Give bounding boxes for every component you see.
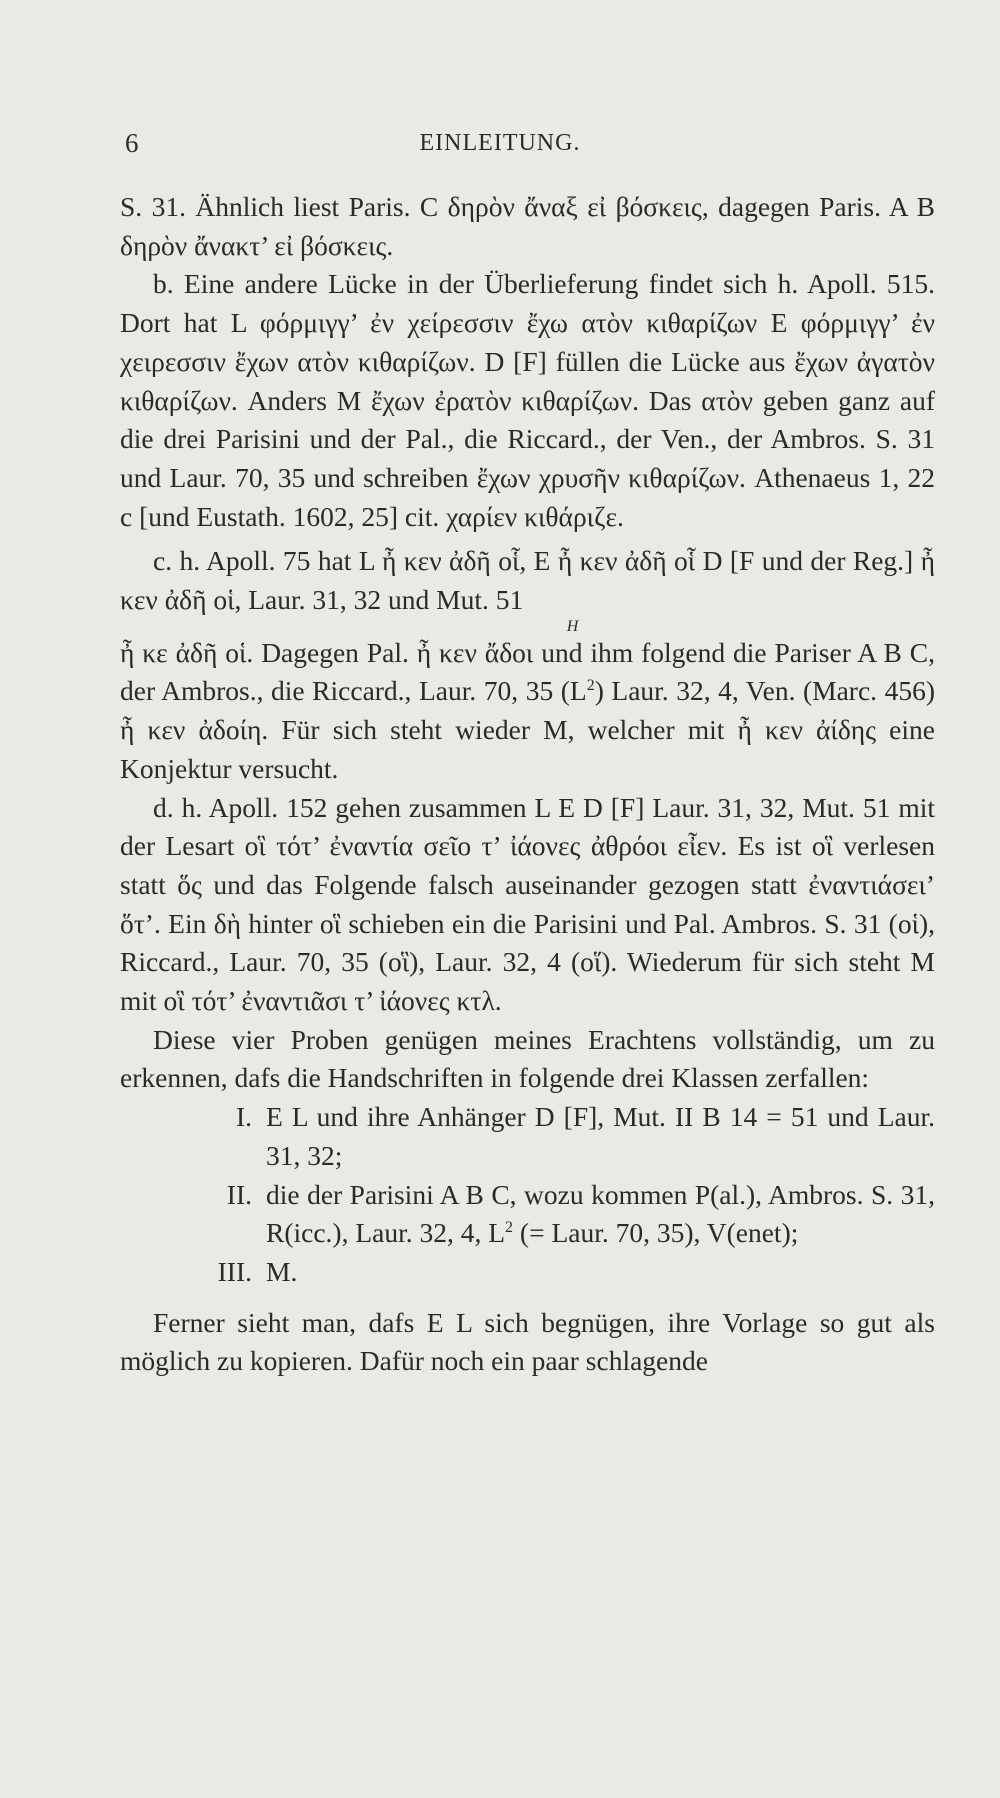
class-item-1: [120, 1098, 935, 1175]
class-text: E L und ihre Anhänger D [F], Mut. II B 14 = 51 und Laur. 31, 32;: [266, 1101, 935, 1171]
class-text-b: (= Laur. 70, 35), V(enet);: [513, 1217, 799, 1249]
paragraph-summary: Diese vier Proben genügen meines Erachtens vollständig, um zu erkennen, dafs die Handschriften in folgende drei Klassen zerfallen:: [120, 1023, 935, 1094]
superscript-h: H: [566, 617, 579, 635]
paragraph-a: S. 31. Ähnlich liest Paris. C δηρὸν ἄναξ εἰ βόσκεις, dagegen Paris. A B δηρὸν ἄνακτ’ εἰ βόσκεις.: [120, 191, 935, 261]
superscript-2: 2: [586, 677, 595, 695]
paragraph-closing: Ferner sieht man, dafs E L sich begnügen, ihre Vorlage so gut als möglich zu kopieren. Dafür noch ein paar schlagende: [120, 1306, 935, 1377]
page-header: [0, 128, 1000, 168]
paragraph-d: d. h. Apoll. 152 gehen zusammen L E D [F] Laur. 31, 32, Mut. 51 mit der Lesart οἳ τότ’ ἐναντία σεῖο τ’ ἰάονες ἀθρόοι εἶεν. Es ist οἳ verlesen statt ὅς und das Folgende falsch auseinander gezogen statt ἐναντιάσει’ ὅτ’. Ein δὴ hinter οἳ schieben ein die Parisini und Pal. Ambros. S. 31 (οἱ), Riccard., Laur. 70, 35 (οἳ), Laur. 32, 4 (οἵ). Wiederum für sich steht M mit οἳ τότ’ ἐναντιᾶσι τ’ ἰάονες κτλ.: [120, 791, 935, 1017]
class-text: [266, 1176, 935, 1253]
paragraph-c-line2b: ) Laur. 32, 4, Ven. (Marc. 456) ἦ κεν ἀδοίη. Für sich steht wieder M, welcher mit ἦ κεν ἀίδης eine Konjektur versucht.: [120, 675, 935, 784]
class-number: III.: [217, 1255, 252, 1287]
class-text: M.: [266, 1255, 298, 1287]
class-item-2: [120, 1176, 935, 1253]
body-text: [120, 188, 935, 1381]
page-number: 6: [125, 128, 139, 158]
class-text-a: die der Parisini A B C, wozu kommen P(al.), Ambros. S. 31, R(icc.), Laur. 32, 4, L: [266, 1178, 935, 1249]
class-number: I.: [235, 1101, 252, 1133]
superscript-2: 2: [505, 1219, 514, 1237]
paragraph-c-line2: ἦ κε ἀδῆ οἱ. Dagegen Pal. ἦ κεν ἄδοι und ihm folgend die Pariser A B C, der Ambros., die Riccard., Laur. 70, 35 (L: [120, 636, 935, 707]
paragraph-c-rest: [120, 634, 935, 789]
class-item-3: [120, 1253, 935, 1292]
class-number: II.: [226, 1178, 252, 1210]
paragraph-b: b. Eine andere Lücke in der Überlieferung findet sich h. Apoll. 515. Dort hat L φόρμιγγ’ ἐν χείρεσσιν ἔχω ατὸν κιθαρίζων E φόρμιγγ’ ἐν χειρεσσιν ἔχων ατὸν κιθαρίζων. D [F] füllen die Lücke aus ἔχων ἀγατὸν κιθαρίζων. Anders M ἔχων ἐρατὸν κιθαρίζων. Das ατὸν geben ganz auf die drei Parisini und der Pal., die Riccard., der Ven., der Ambros. S. 31 und Laur. 70, 35 und schreiben ἔχων χρυσῆν κιθαρίζων. Athenaeus 1, 22 c [und Eustath. 1602, 25] cit. χαρίεν κιθάριζε.: [120, 268, 935, 532]
running-title: EINLEITUNG.: [419, 130, 581, 156]
paragraph-c-line1: c. h. Apoll. 75 hat L ἦ κεν ἀδῆ οἷ, E ἦ κεν ἀδῆ οἷ D [F und der Reg.] ἦ κεν ἀδῆ οἱ, Laur. 31, 32 und Mut. 51: [120, 545, 935, 616]
